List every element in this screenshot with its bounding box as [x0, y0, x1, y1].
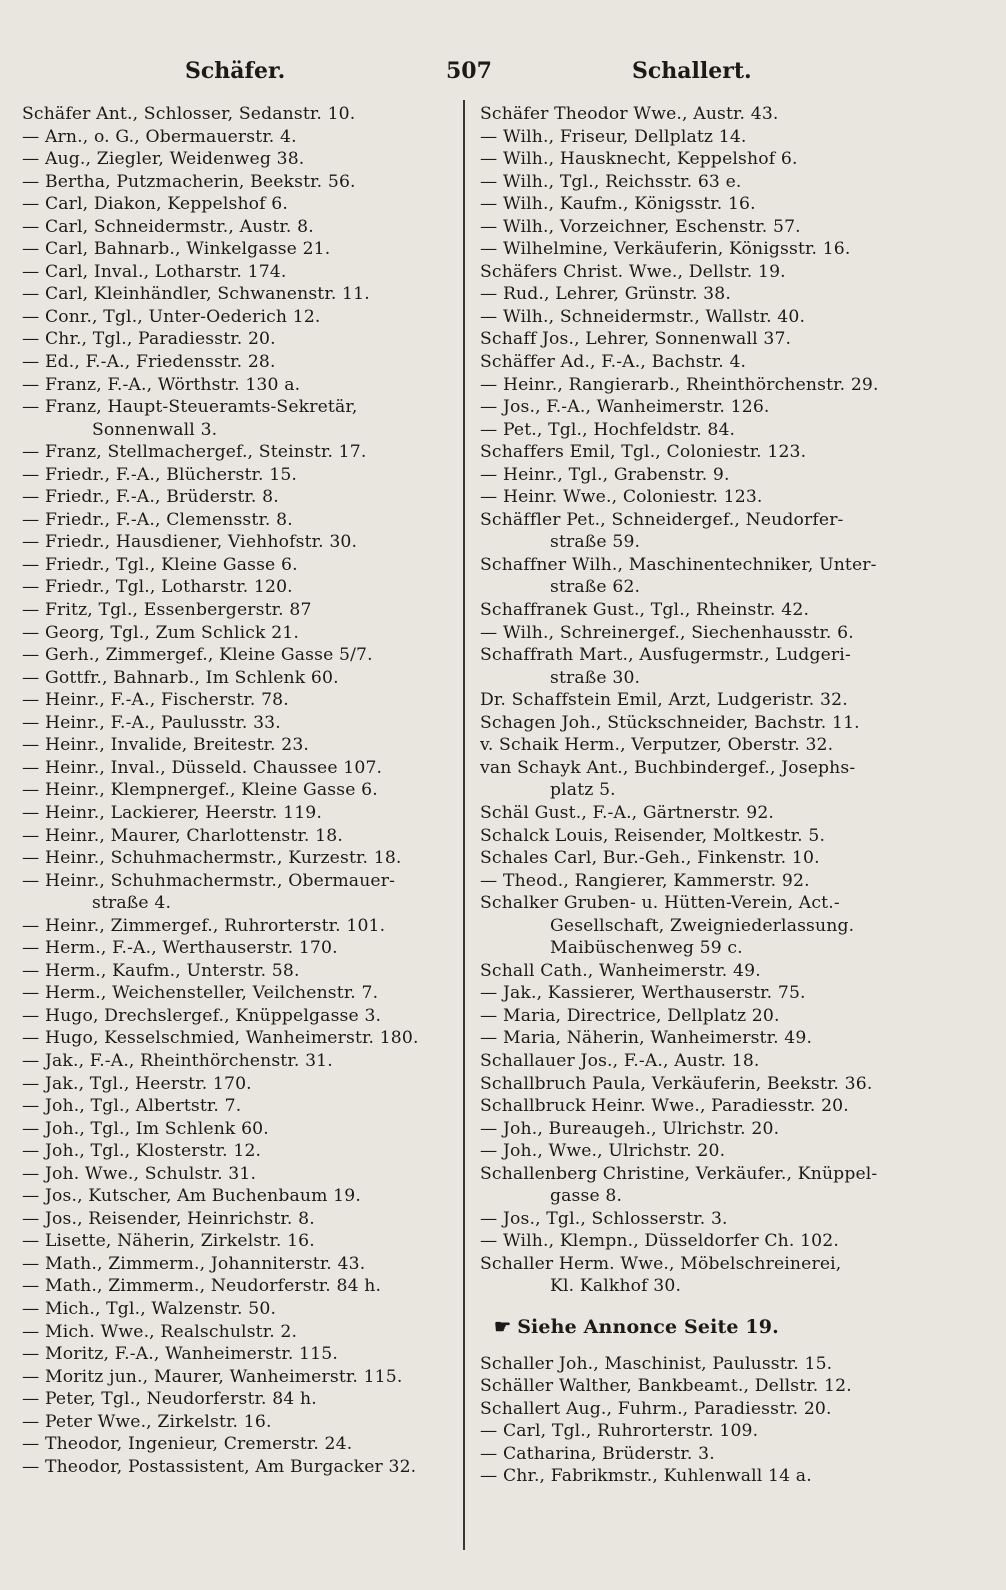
entry: — Carl, Bahnarb., Winkelgasse 21. [22, 239, 331, 260]
entry: Schallbruch Paula, Verkäuferin, Beekstr. 36. [480, 1073, 873, 1094]
entry: — Catharina, Brüderstr. 3. [480, 1443, 715, 1464]
entry: — Fritz, Tgl., Essenbergerstr. 87 [22, 600, 312, 621]
entry: — Heinr., Klempnergef., Kleine Gasse 6. [22, 780, 378, 801]
entry: — Heinr., Tgl., Grabenstr. 9. [480, 464, 730, 485]
entry: — Wilh., Schreinergef., Siechenhausstr. 6. [480, 622, 854, 643]
entry: — Wilh., Hausknecht, Keppelshof 6. [480, 149, 798, 170]
entry: — Ed., F.-A., Friedensstr. 28. [22, 352, 276, 373]
entry-continuation: gasse 8. [550, 1186, 623, 1207]
entry: Schallauer Jos., F.-A., Austr. 18. [480, 1050, 760, 1071]
entry: — Joh., Tgl., Im Schlenk 60. [22, 1118, 269, 1139]
entry: Schäffer Ad., F.-A., Bachstr. 4. [480, 352, 747, 373]
entry: — Joh., Tgl., Albertstr. 7. [22, 1096, 242, 1117]
entry: — Gottfr., Bahnarb., Im Schlenk 60. [22, 667, 339, 688]
entry: — Math., Zimmerm., Johanniterstr. 43. [22, 1253, 366, 1274]
entry: — Chr., Fabrikmstr., Kuhlenwall 14 a. [480, 1466, 812, 1487]
entry: — Arn., o. G., Obermauerstr. 4. [22, 126, 297, 147]
entry: — Heinr., Inval., Düsseld. Chaussee 107. [22, 757, 383, 778]
entry: — Conr., Tgl., Unter-Oederich 12. [22, 306, 321, 327]
header-left-name: Schäfer. [185, 58, 286, 84]
entry: — Maria, Näherin, Wanheimerstr. 49. [480, 1028, 813, 1049]
entry: van Schayk Ant., Buchbindergef., Josephs- [480, 757, 856, 778]
entry: Schaller Joh., Maschinist, Paulusstr. 15. [480, 1353, 833, 1374]
entry: Dr. Schaffstein Emil, Arzt, Ludgeristr. 32. [480, 690, 848, 711]
entry: Schall Cath., Wanheimerstr. 49. [480, 960, 761, 981]
entry: — Joh., Bureaugeh., Ulrichstr. 20. [480, 1118, 780, 1139]
entry-continuation: Sonnenwall 3. [92, 419, 218, 440]
entry-continuation: Kl. Kalkhof 30. [550, 1276, 682, 1297]
notice-text: Siehe Annonce Seite 19. [517, 1315, 779, 1338]
entry: — Friedr., F.-A., Blücherstr. 15. [22, 464, 298, 485]
entry: — Peter, Tgl., Neudorferstr. 84 h. [22, 1389, 317, 1410]
entry: — Herm., Kaufm., Unterstr. 58. [22, 960, 300, 981]
pointing-hand-icon: ☛ [494, 1315, 512, 1338]
entry: — Aug., Ziegler, Weidenweg 38. [22, 149, 305, 170]
entry: Schaffranek Gust., Tgl., Rheinstr. 42. [480, 600, 810, 621]
entry: — Franz, Haupt-Steueramts-Sekretär, [22, 397, 358, 418]
entry: — Franz, F.-A., Wörthstr. 130 a. [22, 374, 301, 395]
entry: — Rud., Lehrer, Grünstr. 38. [480, 284, 731, 305]
entry: — Jak., Tgl., Heerstr. 170. [22, 1073, 252, 1094]
entry: — Carl, Diakon, Keppelshof 6. [22, 194, 289, 215]
entry-continuation: straße 59. [550, 532, 641, 553]
left-column [22, 103, 460, 1478]
entry: — Peter Wwe., Zirkelstr. 16. [22, 1411, 272, 1432]
entry: Schallenberg Christine, Verkäufer., Knüppel- [480, 1163, 878, 1184]
entry: — Friedr., Tgl., Kleine Gasse 6. [22, 554, 298, 575]
entry: — Wilh., Schneidermstr., Wallstr. 40. [480, 306, 806, 327]
entry: — Theod., Rangierer, Kammerstr. 92. [480, 870, 810, 891]
entry: — Hugo, Drechslergef., Knüppelgasse 3. [22, 1005, 382, 1026]
entry: — Wilhelmine, Verkäuferin, Königsstr. 16. [480, 239, 851, 260]
entry: — Math., Zimmerm., Neudorferstr. 84 h. [22, 1276, 382, 1297]
entry: Schäfers Christ. Wwe., Dellstr. 19. [480, 261, 786, 282]
entry: Schäffler Pet., Schneidergef., Neudorfer- [480, 509, 844, 530]
page-header [0, 58, 1006, 94]
entry: — Franz, Stellmachergef., Steinstr. 17. [22, 442, 367, 463]
entry: Schaffers Emil, Tgl., Coloniestr. 123. [480, 442, 807, 463]
entry: — Carl, Kleinhändler, Schwanenstr. 11. [22, 284, 370, 305]
entry: — Friedr., F.-A., Brüderstr. 8. [22, 487, 279, 508]
entry: — Herm., F.-A., Werthauserstr. 170. [22, 938, 338, 959]
entry: — Friedr., Tgl., Lotharstr. 120. [22, 577, 293, 598]
entry: — Heinr., F.-A., Paulusstr. 33. [22, 712, 281, 733]
entry-continuation: straße 30. [550, 667, 641, 688]
entry: Schaffrath Mart., Ausfugermstr., Ludgeri- [480, 645, 851, 666]
entry: — Moritz jun., Maurer, Wanheimerstr. 115. [22, 1366, 403, 1387]
entry: — Gerh., Zimmergef., Kleine Gasse 5/7. [22, 645, 373, 666]
entry: Schalker Gruben- u. Hütten-Verein, Act.- [480, 893, 840, 914]
entry: — Jos., Tgl., Schlosserstr. 3. [480, 1208, 728, 1229]
entry: — Joh., Tgl., Klosterstr. 12. [22, 1141, 262, 1162]
entry: — Heinr., Zimmergef., Ruhrorterstr. 101. [22, 915, 386, 936]
entry: — Hugo, Kesselschmied, Wanheimerstr. 180. [22, 1028, 419, 1049]
entry: — Moritz, F.-A., Wanheimerstr. 115. [22, 1344, 338, 1365]
entry: — Joh., Wwe., Ulrichstr. 20. [480, 1141, 726, 1162]
entry: — Joh. Wwe., Schulstr. 31. [22, 1163, 257, 1184]
entry-continuation: platz 5. [550, 780, 616, 801]
entry: — Heinr., Schuhmachermstr., Obermauer- [22, 870, 396, 891]
entry: — Heinr., Invalide, Breitestr. 23. [22, 735, 310, 756]
entry-continuation: straße 62. [550, 577, 641, 598]
header-right-name: Schallert. [632, 58, 752, 84]
entry: — Jos., Kutscher, Am Buchenbaum 19. [22, 1186, 361, 1207]
entry: — Friedr., Hausdiener, Viehhofstr. 30. [22, 532, 358, 553]
entry: — Georg, Tgl., Zum Schlick 21. [22, 622, 299, 643]
entry: — Wilh., Kaufm., Königsstr. 16. [480, 194, 756, 215]
entry: — Heinr., Schuhmachermstr., Kurzestr. 18. [22, 848, 402, 869]
entry: Schäl Gust., F.-A., Gärtnerstr. 92. [480, 802, 775, 823]
entry-continuation: Gesellschaft, Zweigniederlassung. [550, 915, 855, 936]
entry: — Wilh., Friseur, Dellplatz 14. [480, 126, 747, 147]
entry: — Jos., F.-A., Wanheimerstr. 126. [480, 397, 770, 418]
entry: — Carl, Inval., Lotharstr. 174. [22, 261, 287, 282]
entry: Schallbruck Heinr. Wwe., Paradiesstr. 20. [480, 1096, 849, 1117]
entry: — Herm., Weichensteller, Veilchenstr. 7. [22, 983, 379, 1004]
entry: Schallert Aug., Fuhrm., Paradiesstr. 20. [480, 1398, 832, 1419]
entry: — Theodor, Ingenieur, Cremerstr. 24. [22, 1434, 353, 1455]
entry: — Carl, Schneidermstr., Austr. 8. [22, 216, 314, 237]
entry: v. Schaik Herm., Verputzer, Oberstr. 32. [480, 735, 834, 756]
entry: — Lisette, Näherin, Zirkelstr. 16. [22, 1231, 315, 1252]
entry: Schaller Herm. Wwe., Möbelschreinerei, [480, 1253, 842, 1274]
entry: — Jak., Kassierer, Werthauserstr. 75. [480, 983, 806, 1004]
entry: — Heinr., Maurer, Charlottenstr. 18. [22, 825, 343, 846]
entry: — Jak., F.-A., Rheinthörchenstr. 31. [22, 1050, 333, 1071]
entry: Schalck Louis, Reisender, Moltkestr. 5. [480, 825, 826, 846]
entry: — Wilh., Tgl., Reichsstr. 63 e. [480, 171, 742, 192]
entry: Schäfer Theodor Wwe., Austr. 43. [480, 104, 779, 124]
entry: — Heinr., Rangierarb., Rheinthörchenstr. 29. [480, 374, 879, 395]
entry: — Mich., Tgl., Walzenstr. 50. [22, 1298, 277, 1319]
entry: — Chr., Tgl., Paradiesstr. 20. [22, 329, 276, 350]
column-divider [463, 100, 465, 1550]
entry: Schäller Walther, Bankbeamt., Dellstr. 12. [480, 1376, 852, 1397]
entry: — Heinr., F.-A., Fischerstr. 78. [22, 690, 289, 711]
entry: — Carl, Tgl., Ruhrorterstr. 109. [480, 1421, 759, 1442]
page-number: 507 [446, 58, 492, 84]
entry: Schäfer Ant., Schlosser, Sedanstr. 10. [22, 104, 356, 124]
advertisement-notice [480, 1316, 996, 1339]
entry-continuation: straße 4. [92, 893, 172, 914]
entry: Schaffner Wilh., Maschinentechniker, Unter- [480, 554, 877, 575]
entry: — Wilh., Klempn., Düsseldorfer Ch. 102. [480, 1231, 839, 1252]
entry: — Theodor, Postassistent, Am Burgacker 32. [22, 1456, 417, 1477]
entry: — Wilh., Vorzeichner, Eschenstr. 57. [480, 216, 801, 237]
entry: — Maria, Directrice, Dellplatz 20. [480, 1005, 780, 1026]
entry: — Pet., Tgl., Hochfeldstr. 84. [480, 419, 736, 440]
entry: Schagen Joh., Stückschneider, Bachstr. 11. [480, 712, 860, 733]
entry: — Heinr., Lackierer, Heerstr. 119. [22, 802, 323, 823]
right-column [480, 103, 996, 1488]
entry: — Jos., Reisender, Heinrichstr. 8. [22, 1208, 315, 1229]
entry: Schales Carl, Bur.-Geh., Finkenstr. 10. [480, 848, 820, 869]
entry: — Friedr., F.-A., Clemensstr. 8. [22, 509, 293, 530]
entry-continuation: Maibüschenweg 59 c. [550, 938, 743, 959]
entry: — Bertha, Putzmacherin, Beekstr. 56. [22, 171, 356, 192]
entry: — Heinr. Wwe., Coloniestr. 123. [480, 487, 763, 508]
entry: Schaff Jos., Lehrer, Sonnenwall 37. [480, 329, 792, 350]
entry: — Mich. Wwe., Realschulstr. 2. [22, 1321, 298, 1342]
